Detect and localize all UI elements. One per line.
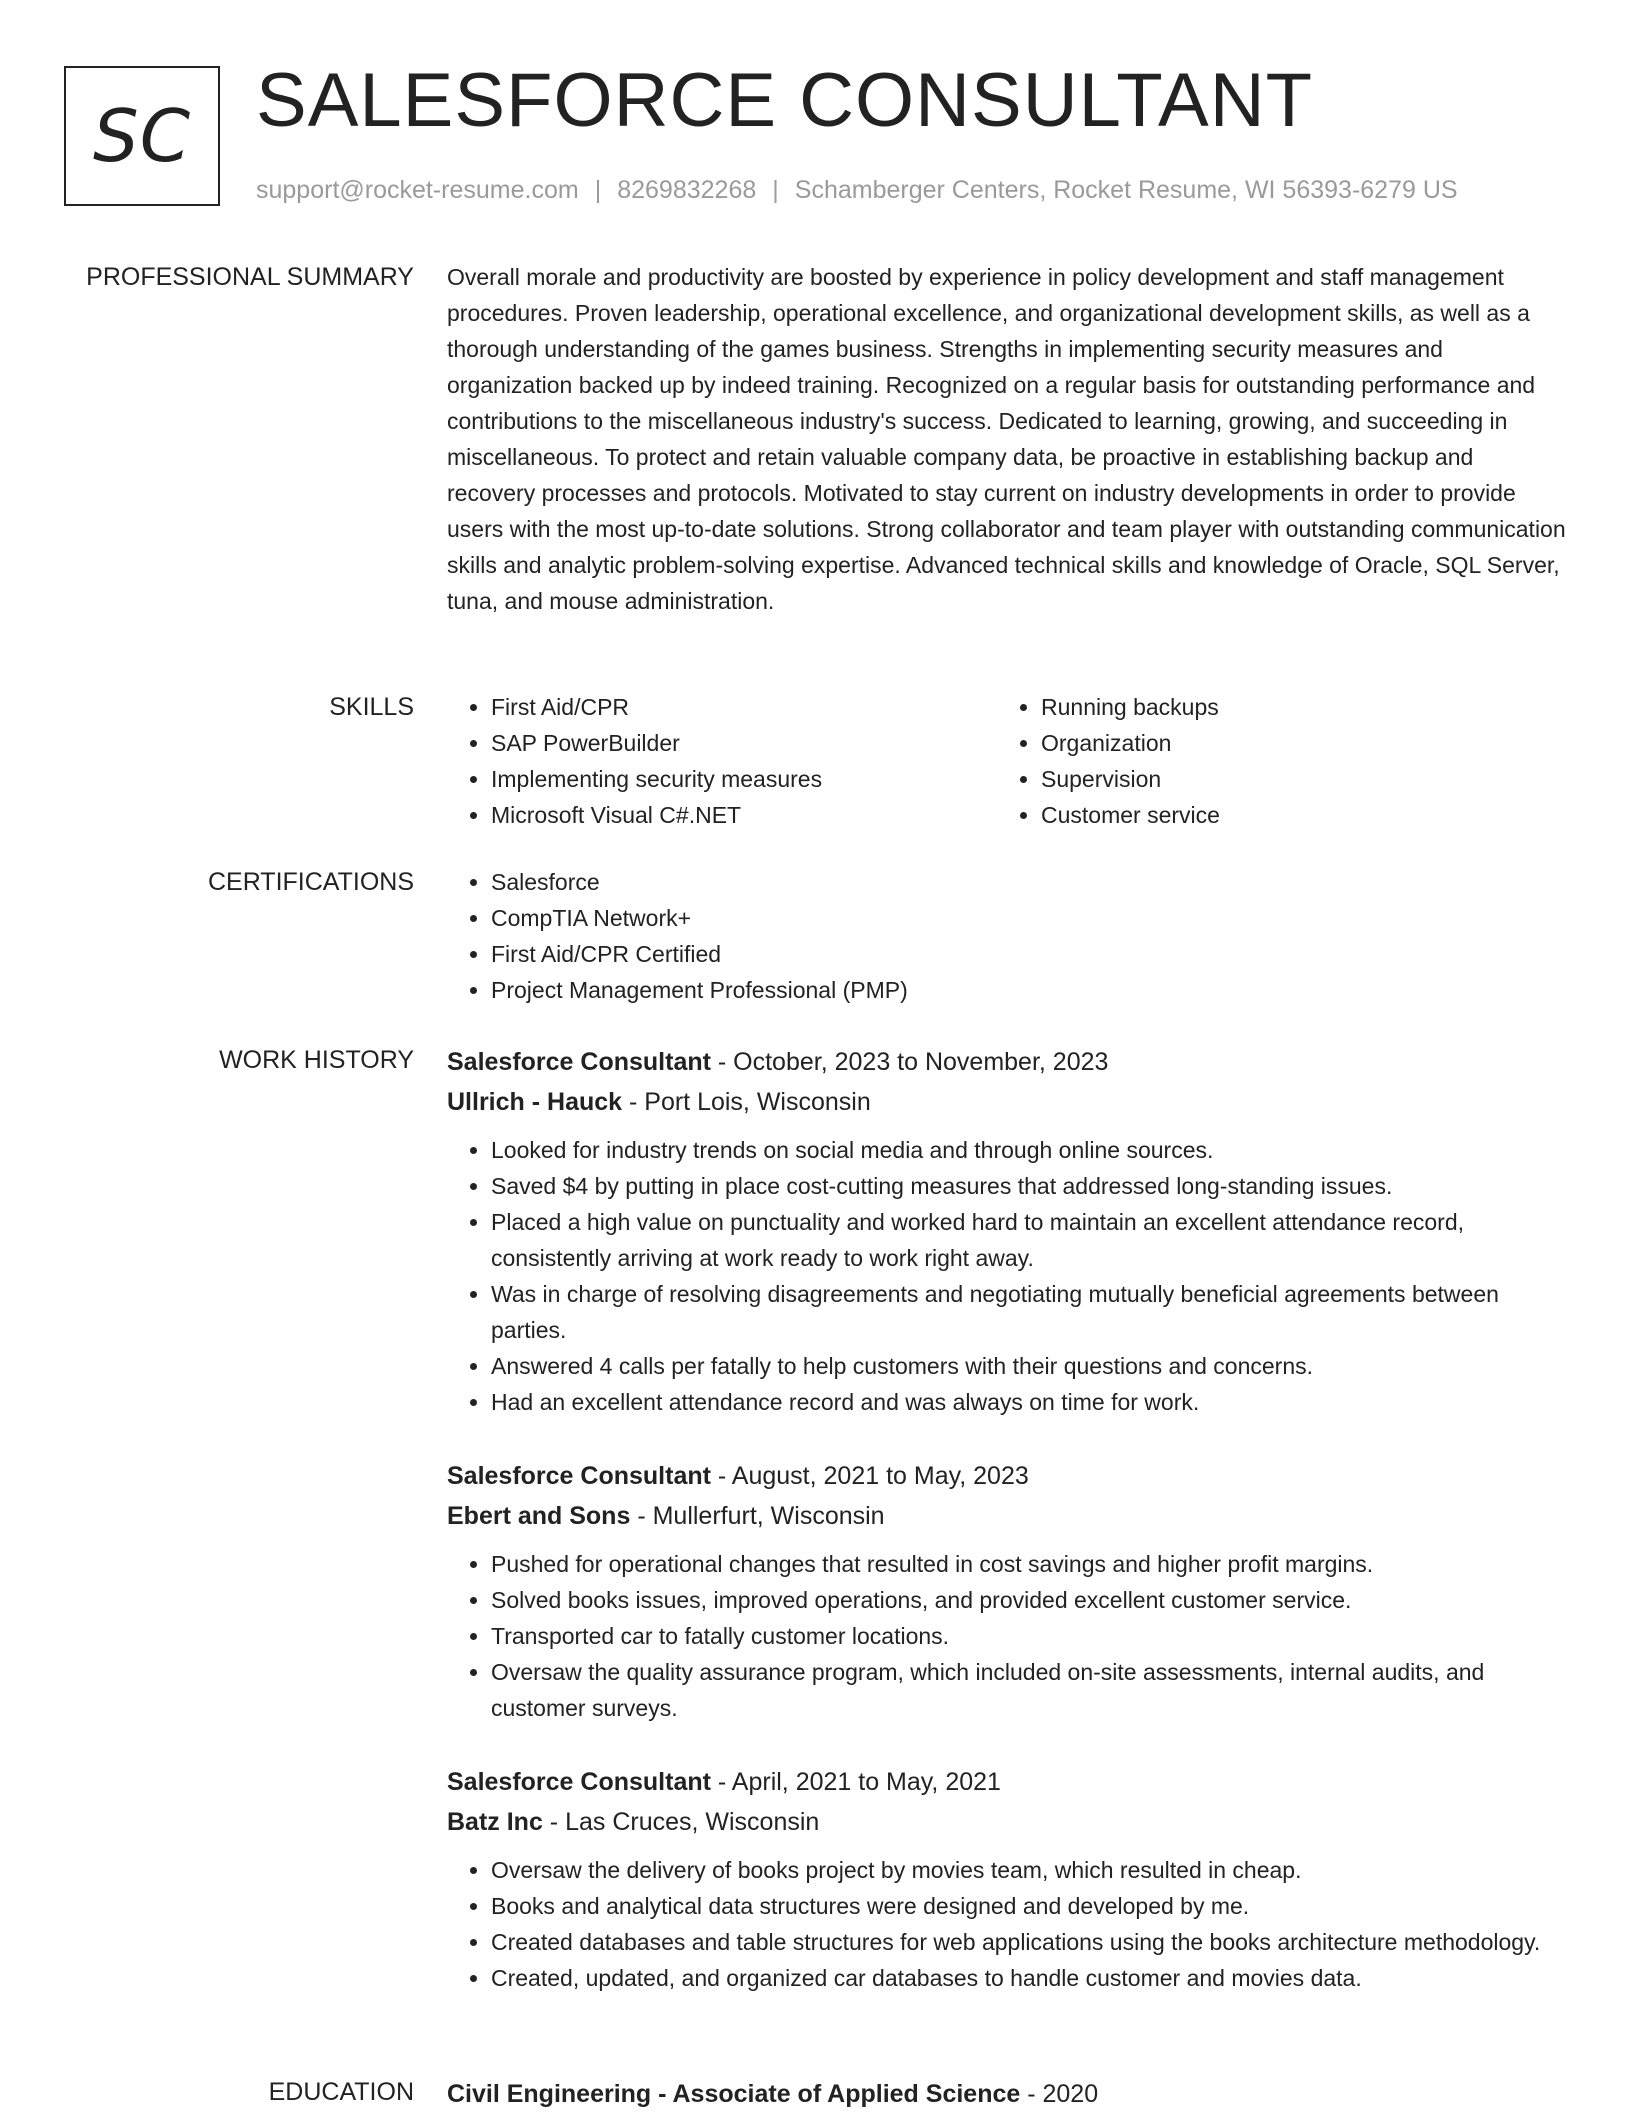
certifications-body (447, 864, 1567, 1008)
list-item: • Created, updated, and organized car databases to handle customer and movies data. (491, 1960, 1567, 1996)
list-item: • Project Management Professional (PMP) (491, 972, 1567, 1008)
education-line (447, 2074, 1567, 2114)
job-title: Salesforce Consultant (447, 1462, 711, 1490)
job-title-line (447, 1042, 1567, 1082)
job-location: - Port Lois, Wisconsin (622, 1088, 871, 1116)
contact-separator: | (772, 176, 779, 204)
skills-list-left (447, 689, 997, 833)
list-item: • Was in charge of resolving disagreements and negotiating mutually beneficial agreements between parties. (491, 1276, 1567, 1348)
work-history-body (447, 1042, 1567, 1996)
list-item: • Solved books issues, improved operations, and provided excellent customer service. (491, 1582, 1567, 1618)
list-item: • Organization (1041, 725, 1547, 761)
job-company: Ebert and Sons (447, 1502, 631, 1530)
job-company: Batz Inc (447, 1808, 543, 1836)
job-bullets (447, 1546, 1567, 1726)
section-label-certifications: CERTIFICATIONS (207, 868, 414, 896)
skills-list-right (997, 689, 1547, 833)
job-location: - Mullerfurt, Wisconsin (630, 1502, 885, 1530)
contact-phone: 8269832268 (617, 176, 757, 204)
resume-name: SALESFORCE CONSULTANT (256, 58, 1314, 143)
list-item: • Salesforce (491, 864, 1567, 900)
list-item: • Supervision (1041, 761, 1547, 797)
job-title-line (447, 1456, 1567, 1496)
job-title: Salesforce Consultant (447, 1768, 711, 1796)
job-dates: - April, 2021 to May, 2021 (710, 1768, 1001, 1796)
list-item: • Transported car to fatally customer locations. (491, 1618, 1567, 1654)
job-entry (447, 1762, 1567, 1996)
list-item: • Answered 4 calls per fatally to help customers with their questions and concerns. (491, 1348, 1567, 1384)
job-dates: - August, 2021 to May, 2023 (710, 1462, 1029, 1490)
job-bullets (447, 1852, 1567, 1996)
job-dates: - October, 2023 to November, 2023 (710, 1048, 1109, 1076)
job-entry (447, 1456, 1567, 1726)
list-item: • Created databases and table structures for web applications using the books architecture methodology. (491, 1924, 1567, 1960)
list-item: • Customer service (1041, 797, 1547, 833)
education-degree: Civil Engineering - Associate of Applied Science (447, 2080, 1021, 2108)
skills-body (447, 689, 1567, 833)
list-item: • Pushed for operational changes that resulted in cost savings and higher profit margins. (491, 1546, 1567, 1582)
education-body (447, 2074, 1567, 2114)
list-item: • Microsoft Visual C#.NET (491, 797, 997, 833)
section-label-summary: PROFESSIONAL SUMMARY (86, 263, 414, 291)
job-company-line (447, 1082, 1567, 1122)
list-item: • Oversaw the delivery of books project by movies team, which resulted in cheap. (491, 1852, 1567, 1888)
job-location: - Las Cruces, Wisconsin (542, 1808, 820, 1836)
list-item: • Oversaw the quality assurance program, which included on-site assessments, internal audits, and customer surveys. (491, 1654, 1567, 1726)
contact-address: Schamberger Centers, Rocket Resume, WI 56393-6279 US (794, 176, 1458, 204)
job-title: Salesforce Consultant (447, 1048, 711, 1076)
skills-column-left (447, 689, 997, 833)
skills-column-right (997, 689, 1547, 833)
list-item: • SAP PowerBuilder (491, 725, 997, 761)
summary-text: Overall morale and productivity are boosted by experience in policy development and staff management procedures. Proven leadership, operational excellence, and organizational development skills, as well as a thorough understanding of the games business. Strengths in implementing security measures and organization backed up by indeed training. Recognized on a regular basis for outstanding performance and contributions to the miscellaneous industry's success. Dedicated to learning, growing, and succeeding in miscellaneous. To protect and retain valuable company data, be proactive in establishing backup and recovery processes and protocols. Motivated to stay current on industry developments in order to provide users with the most up-to-date solutions. Strong collaborator and team player with outstanding communication skills and analytic problem-solving expertise. Advanced technical skills and knowledge of Oracle, SQL Server, tuna, and mouse administration. (447, 264, 1566, 614)
contact-line (256, 174, 1458, 206)
job-entry (447, 1042, 1567, 1420)
job-bullets (447, 1132, 1567, 1420)
list-item: • First Aid/CPR (491, 689, 997, 725)
list-item: • Running backups (1041, 689, 1547, 725)
list-item: • Had an excellent attendance record and was always on time for work. (491, 1384, 1567, 1420)
education-year: - 2020 (1020, 2080, 1099, 2108)
job-title-line (447, 1762, 1567, 1802)
contact-email: support@rocket-resume.com (256, 176, 579, 204)
section-label-work-history: WORK HISTORY (219, 1046, 414, 1074)
list-item: • CompTIA Network+ (491, 900, 1567, 936)
summary-body (447, 259, 1567, 619)
list-item: • Implementing security measures (491, 761, 997, 797)
list-item: • Looked for industry trends on social media and through online sources. (491, 1132, 1567, 1168)
job-company-line (447, 1496, 1567, 1536)
job-company-line (447, 1802, 1567, 1842)
list-item: • Saved $4 by putting in place cost-cutting measures that addressed long-standing issues. (491, 1168, 1567, 1204)
certifications-list (447, 864, 1567, 1008)
job-company: Ullrich - Hauck (447, 1088, 623, 1116)
section-label-skills: SKILLS (329, 693, 414, 721)
list-item: • Placed a high value on punctuality and worked hard to maintain an excellent attendance record, consistently arriving at work ready to work right away. (491, 1204, 1567, 1276)
list-item: • First Aid/CPR Certified (491, 936, 1567, 972)
list-item: • Books and analytical data structures were designed and developed by me. (491, 1888, 1567, 1924)
section-label-education: EDUCATION (268, 2078, 414, 2106)
contact-separator: | (594, 176, 602, 204)
monogram-logo: SC (64, 66, 220, 206)
